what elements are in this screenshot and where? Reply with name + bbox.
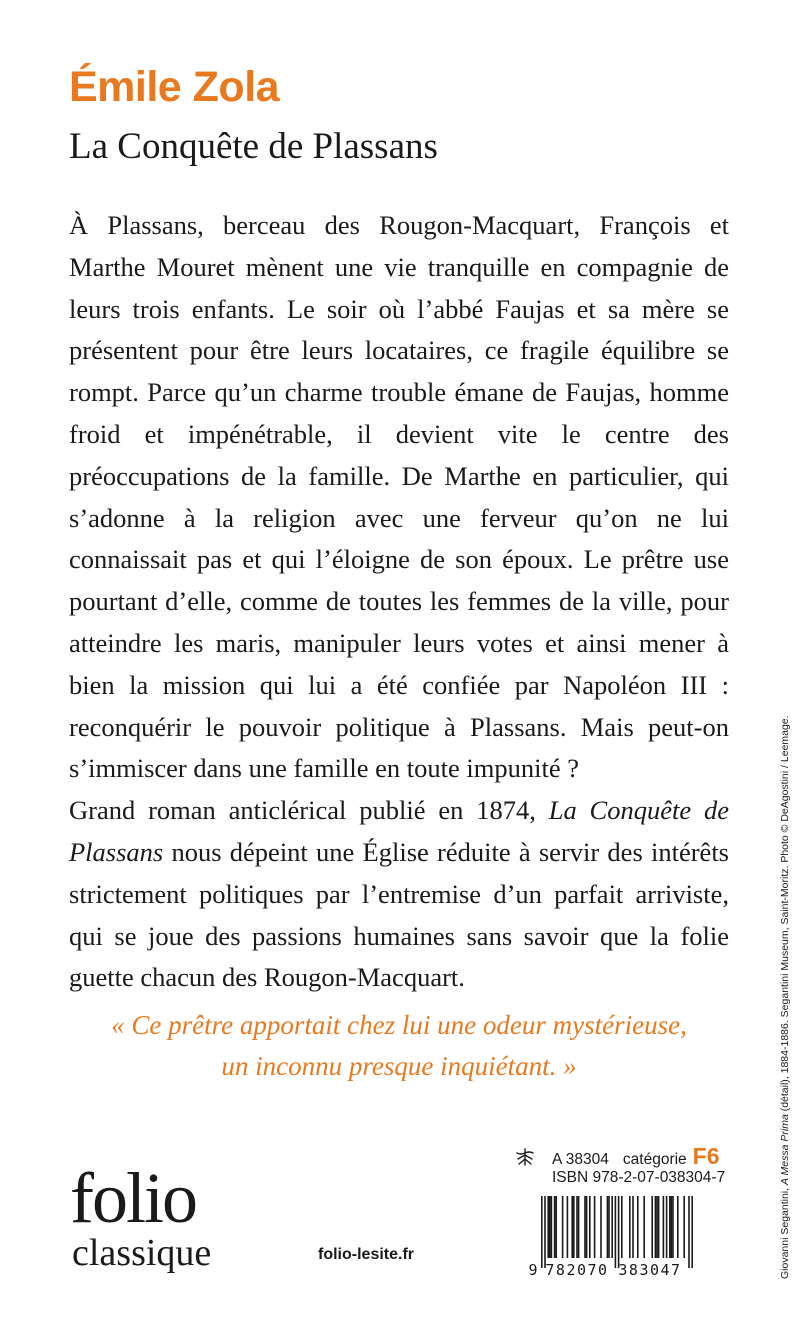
barcode-bar — [549, 1196, 551, 1258]
author-name: Émile Zola — [69, 63, 280, 111]
barcode-bar — [691, 1196, 693, 1268]
barcode-bar — [576, 1196, 578, 1258]
barcode-bar — [618, 1196, 620, 1268]
collection-name: classique — [72, 1232, 212, 1274]
blurb-p2-start: Grand roman anticlérical publié en 1874, — [69, 795, 549, 826]
barcode-left-group: 782070 — [545, 1261, 609, 1278]
barcode-bar — [562, 1196, 564, 1258]
barcode-bar — [607, 1196, 609, 1258]
barcode-bar — [600, 1196, 602, 1258]
barcode-bar — [578, 1196, 580, 1258]
barcode-bar — [651, 1196, 653, 1258]
barcode-bar — [586, 1196, 588, 1258]
folio-logo: folio — [70, 1158, 196, 1238]
barcode-bar — [672, 1196, 674, 1258]
barcode-bar — [683, 1196, 685, 1258]
category-code: F6 — [692, 1143, 720, 1169]
barcode-bar — [615, 1196, 617, 1268]
barcode-bar — [621, 1196, 623, 1258]
barcode-bar — [656, 1196, 658, 1258]
barcode-bar — [629, 1196, 631, 1258]
catalog-code: A 38304 — [552, 1151, 609, 1168]
blurb-paragraph-2 — [69, 790, 729, 999]
barcode-bar — [643, 1196, 645, 1258]
barcode-bar — [663, 1196, 665, 1258]
barcode-bar — [541, 1196, 543, 1268]
catalog-info — [514, 1143, 720, 1171]
barcode-bar — [637, 1196, 639, 1258]
barcode-bar — [573, 1196, 575, 1258]
barcode-bars — [541, 1196, 693, 1268]
barcode-bar — [688, 1196, 690, 1268]
barcode-bar — [571, 1196, 573, 1258]
barcode-bar — [658, 1196, 660, 1258]
quote-line-2: un inconnu presque inquiétant. » — [221, 1051, 577, 1081]
barcode-bar — [544, 1196, 546, 1268]
barcode-bar — [677, 1196, 679, 1258]
website-link[interactable]: folio-lesite.fr — [318, 1246, 415, 1263]
barcode-bar — [611, 1196, 613, 1258]
barcode-bar — [547, 1196, 549, 1258]
credit-suffix: (détail), 1884-1886. Segantini Museum, Saint-Moritz. Photo © DeAgostini / Leemage. — [779, 715, 791, 1115]
barcode-bar — [584, 1196, 586, 1258]
back-cover-blurb — [69, 205, 729, 999]
barcode-first-digit: 9 — [528, 1261, 538, 1278]
barcode-bar — [554, 1196, 556, 1258]
blurb-p2-title: La Conquête de Plassans — [69, 795, 729, 867]
barcode-bar — [567, 1196, 569, 1258]
credit-artwork: A Messa Prima — [779, 1114, 791, 1186]
ean-barcode — [527, 1196, 695, 1278]
barcode-bar — [666, 1196, 668, 1258]
barcode-bar — [632, 1196, 634, 1258]
pull-quote — [69, 1005, 729, 1087]
barcode-bar — [555, 1196, 557, 1258]
credit-prefix: Giovanni Segantini, — [779, 1185, 791, 1279]
book-title: La Conquête de Plassans — [69, 126, 438, 167]
gallimard-logo-icon — [514, 1147, 536, 1167]
barcode-bar — [669, 1196, 671, 1258]
barcode-bar — [655, 1196, 657, 1258]
isbn-text: ISBN 978-2-07-038304-7 — [552, 1169, 726, 1186]
photo-credit — [779, 715, 791, 1279]
barcode-bar — [594, 1196, 596, 1258]
barcode-bar — [551, 1196, 553, 1258]
barcode-bar — [608, 1196, 610, 1258]
catalog-row — [514, 1143, 720, 1171]
barcode-right-group: 383047 — [618, 1261, 682, 1278]
category-label: catégorie — [622, 1151, 687, 1168]
barcode-bar — [589, 1196, 591, 1258]
blurb-p2-end: nous dépeint une Église réduite à servir des intérêts strictement politiques par l’entremise d’un parfait arriviste, qui se joue des passions humaines sans savoir que la folie guette chacun des Rougon-Macquart. — [69, 836, 729, 993]
quote-line-1: « Ce prêtre apportait chez lui une odeur mystérieuse, — [111, 1010, 687, 1040]
barcode-bar — [671, 1196, 673, 1258]
blurb-paragraph-1: À Plassans, berceau des Rougon-Macquart, François et Marthe Mouret mènent une vie tranquille en compagnie de leurs trois enfants. Le soir où l’abbé Faujas et sa mère se présentent pour être leurs locataires, ce fragile équilibre se rompt. Parce qu’un charme trouble émane de Faujas, homme froid et impénétrable, il devient vite le centre des préoccupations de la famille. De Marthe en particulier, qui s’adonne à la religion avec une ferveur qu’on ne lui connaissait pas et qui l’éloigne de son époux. Le prêtre use pourtant d’elle, comme de toutes les femmes de la ville, pour atteindre les maris, manipuler leurs votes et ainsi mener à bien la mission qui lui a été confiée par Napoléon III : reconquérir le pouvoir politique à Plassans. Mais peut-on s’immiscer dans une famille en toute impunité ? — [69, 210, 729, 784]
